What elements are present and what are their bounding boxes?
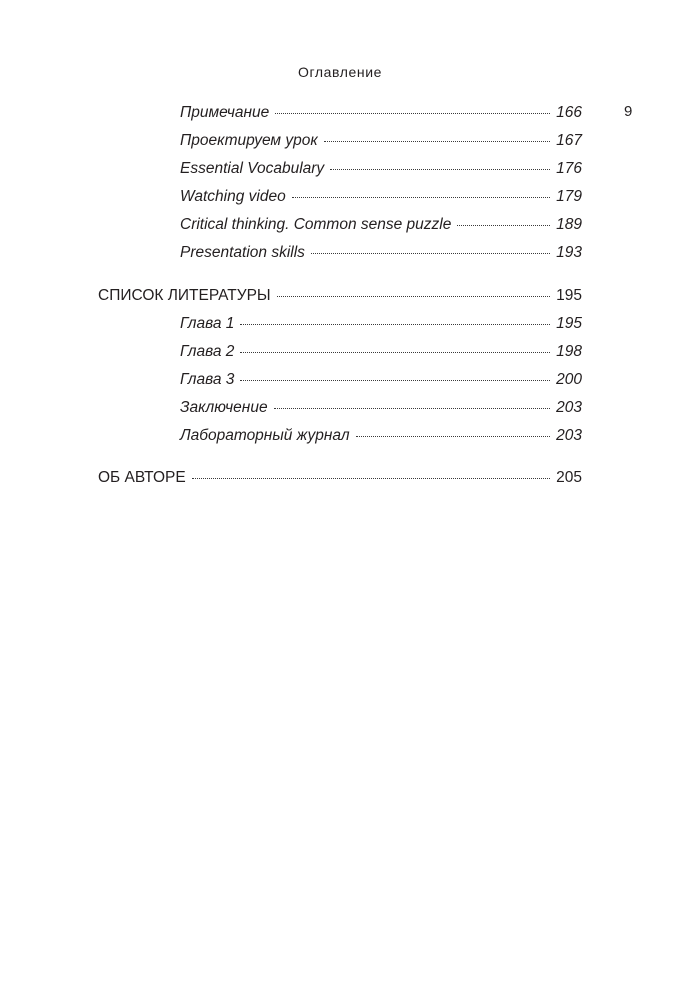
toc-entry-page: 189 (556, 216, 582, 233)
toc-entry-page: 200 (556, 371, 582, 388)
toc-entry-label: Проектируем урок (180, 132, 318, 149)
toc-entry-glava-1[interactable] (180, 313, 582, 335)
toc-entry-label: Watching video (180, 188, 286, 205)
toc-entry-page: 203 (556, 399, 582, 416)
toc-entry-zaklyuchenie[interactable] (180, 397, 582, 419)
toc-entry-label: Глава 3 (180, 371, 235, 388)
toc-entry-label: Presentation skills (180, 244, 305, 261)
dot-leader (274, 407, 551, 409)
dot-leader (356, 435, 551, 437)
running-head: Оглавление (297, 64, 383, 80)
toc-entry-primechanie[interactable] (180, 102, 582, 124)
toc-entry-page: 193 (556, 244, 582, 261)
dot-leader (240, 351, 550, 353)
toc-entry-label: Примечание (180, 104, 270, 121)
dot-leader (192, 477, 550, 479)
toc-entry-label: Essential Vocabulary (180, 160, 325, 177)
toc-entry-laboratornyi-zhurnal[interactable] (180, 425, 582, 447)
toc-entry-label: ОБ АВТОРЕ (98, 469, 186, 486)
toc-entry-watching-video[interactable] (180, 186, 582, 208)
toc-entry-page: 167 (556, 132, 582, 149)
toc-entry-page: 198 (556, 343, 582, 360)
toc-entry-glava-2[interactable] (180, 341, 582, 363)
toc-entry-page: 179 (556, 188, 582, 205)
dot-leader (311, 252, 550, 254)
dot-leader (324, 140, 550, 142)
toc-entry-page: 203 (556, 427, 582, 444)
toc-entry-label: СПИСОК ЛИТЕРАТУРЫ (98, 287, 271, 304)
toc-entry-spisok-literatury[interactable] (98, 285, 582, 307)
toc-entry-page: 176 (556, 160, 582, 177)
toc-entry-proektiruem-urok[interactable] (180, 130, 582, 152)
toc-entry-label: Critical thinking. Common sense puzzle (180, 216, 452, 233)
toc-entry-label: Глава 2 (180, 343, 235, 360)
dot-leader (277, 295, 550, 297)
toc-entry-page: 166 (556, 104, 582, 121)
toc-entry-essential-vocabulary[interactable] (180, 158, 582, 180)
dot-leader (240, 323, 550, 325)
dot-leader (292, 196, 550, 198)
toc-entry-label: Глава 1 (180, 315, 235, 332)
page-number: 9 (624, 103, 633, 120)
dot-leader (330, 168, 550, 170)
toc-entry-page: 195 (556, 315, 582, 332)
toc-entry-page: 195 (556, 287, 582, 304)
toc-entry-glava-3[interactable] (180, 369, 582, 391)
toc-entry-page: 205 (556, 469, 582, 486)
toc-entry-ob-avtore[interactable] (98, 467, 582, 489)
dot-leader (240, 379, 550, 381)
toc-entry-label: Заключение (180, 399, 268, 416)
dot-leader (457, 224, 550, 226)
toc-entry-presentation-skills[interactable] (180, 242, 582, 264)
toc-entry-critical-thinking[interactable] (180, 214, 582, 236)
toc-entry-label: Лабораторный журнал (180, 427, 350, 444)
dot-leader (275, 112, 550, 114)
